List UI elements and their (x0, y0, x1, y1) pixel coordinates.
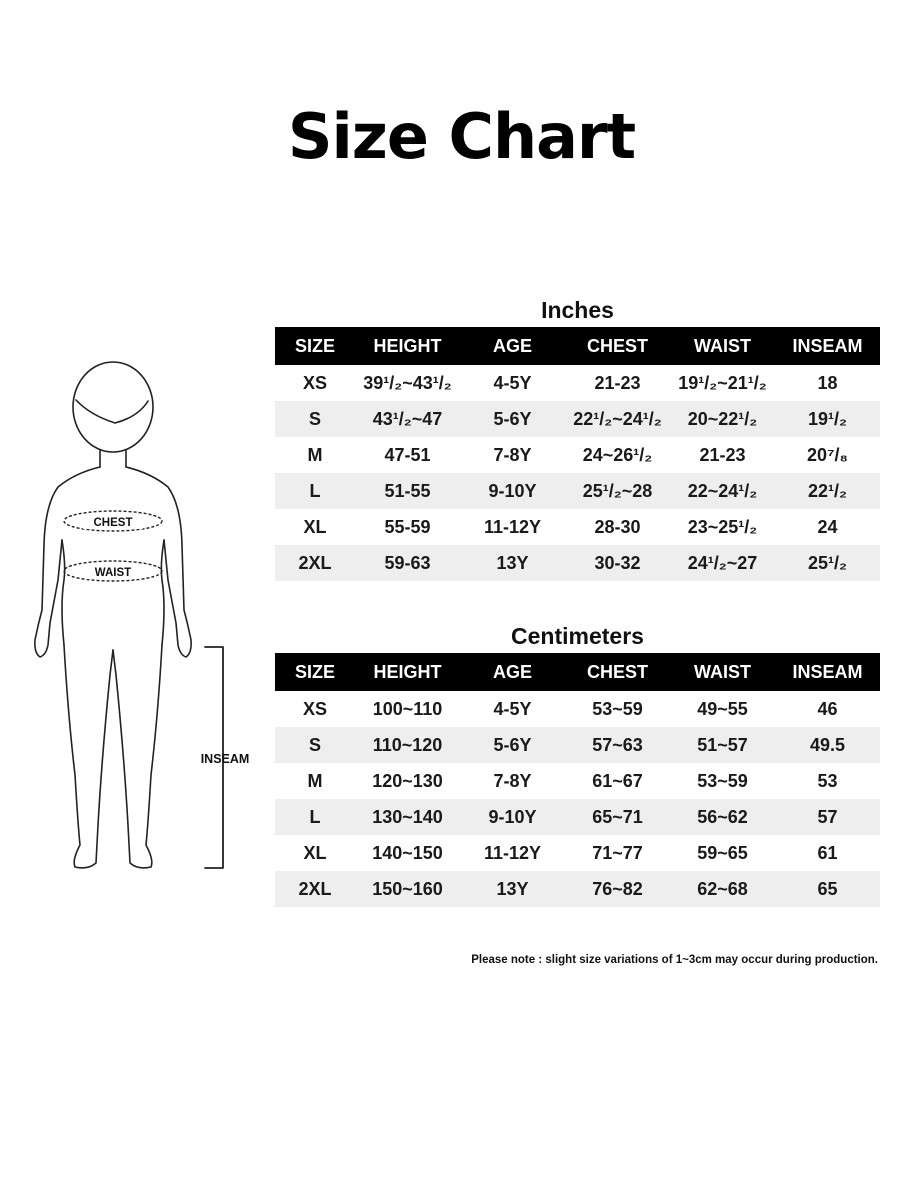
waist-label: WAIST (94, 567, 132, 579)
table-cell: 19¹/₂~21¹/₂ (678, 372, 767, 393)
table-cell: 46 (817, 698, 838, 719)
column-header-size: SIZE (275, 653, 355, 691)
table-cell: 2XL (275, 545, 355, 581)
table-cell: 4-5Y (493, 372, 532, 393)
table-cell: 25¹/₂~28 (565, 473, 670, 509)
table-cell: 39¹/₂~43¹/₂ (363, 372, 452, 393)
table-row (275, 545, 880, 581)
column-header-chest: CHEST (565, 653, 670, 691)
page-title: Size Chart (287, 100, 636, 173)
table-cell: L (275, 473, 355, 509)
table-cell: 110~120 (355, 727, 460, 763)
table-cell: 24~26¹/₂ (582, 444, 653, 465)
column-header-height: HEIGHT (355, 327, 460, 365)
table-cell: 5-6Y (460, 401, 565, 437)
inches-table-block (275, 293, 880, 581)
table-cell: 71~77 (592, 842, 643, 863)
table-cell: M (307, 770, 323, 791)
table-cell: 53 (817, 770, 838, 791)
table-cell: 7-8Y (493, 770, 532, 791)
table-cell: 9-10Y (460, 799, 565, 835)
table-cell: 24 (817, 516, 838, 537)
centimeters-size-table (275, 653, 880, 907)
table-cell: 25¹/₂ (775, 545, 880, 581)
table-cell: 51-55 (355, 473, 460, 509)
table-cell: 56~62 (670, 799, 775, 835)
table-row (275, 727, 880, 763)
table-header-row (275, 327, 880, 365)
table-row (275, 871, 880, 907)
table-cell: 61 (817, 842, 838, 863)
table-cell: 30-32 (565, 545, 670, 581)
table-cell: 7-8Y (493, 444, 532, 465)
table-cell: 5-6Y (460, 727, 565, 763)
body-measurement-figure (20, 355, 270, 885)
table-cell: 120~130 (372, 770, 443, 791)
table-cell: 59~65 (697, 842, 748, 863)
table-cell: 20~22¹/₂ (670, 401, 775, 437)
column-header-inseam: INSEAM (775, 327, 880, 365)
table-cell: 53~59 (592, 698, 643, 719)
inseam-label: INSEAM (200, 752, 250, 766)
table-row (275, 509, 880, 545)
table-cell: 19¹/₂ (775, 401, 880, 437)
table-cell: 11-12Y (483, 842, 542, 863)
inches-heading: Inches (541, 297, 614, 323)
table-row (275, 365, 880, 401)
table-cell: 11-12Y (483, 516, 542, 537)
table-row (275, 437, 880, 473)
table-cell: 21-23 (699, 444, 746, 465)
table-cell: 21-23 (594, 372, 641, 393)
table-row (275, 473, 880, 509)
table-cell: 53~59 (697, 770, 748, 791)
inches-size-table (275, 327, 880, 581)
table-cell: 9-10Y (460, 473, 565, 509)
table-cell: 13Y (460, 545, 565, 581)
centimeters-heading: Centimeters (511, 623, 644, 649)
column-header-age: AGE (460, 653, 565, 691)
table-cell: L (275, 799, 355, 835)
table-cell: 18 (817, 372, 838, 393)
table-cell: 76~82 (565, 871, 670, 907)
column-header-age: AGE (460, 327, 565, 365)
table-row (275, 691, 880, 727)
column-header-waist: WAIST (670, 327, 775, 365)
table-cell: S (275, 401, 355, 437)
table-cell: XS (302, 698, 327, 719)
column-header-inseam: INSEAM (775, 653, 880, 691)
column-header-height: HEIGHT (355, 653, 460, 691)
table-row (275, 799, 880, 835)
head-outline (73, 362, 153, 452)
table-row (275, 835, 880, 871)
table-cell: XL (303, 516, 327, 537)
table-cell: 23~25¹/₂ (687, 516, 758, 537)
centimeters-table-block (275, 619, 880, 907)
table-cell: 22¹/₂~24¹/₂ (565, 401, 670, 437)
table-cell: 57~63 (565, 727, 670, 763)
table-cell: 65~71 (565, 799, 670, 835)
table-cell: 51~57 (670, 727, 775, 763)
table-header-row (275, 653, 880, 691)
table-cell: XS (302, 372, 327, 393)
table-cell: 59-63 (355, 545, 460, 581)
table-cell: 43¹/₂~47 (355, 401, 460, 437)
table-cell: 22~24¹/₂ (670, 473, 775, 509)
table-cell: 13Y (460, 871, 565, 907)
table-cell: 28-30 (594, 516, 641, 537)
column-header-chest: CHEST (565, 327, 670, 365)
column-header-waist: WAIST (670, 653, 775, 691)
table-cell: 130~140 (355, 799, 460, 835)
table-cell: S (275, 727, 355, 763)
table-cell: 24¹/₂~27 (670, 545, 775, 581)
table-cell: 65 (775, 871, 880, 907)
table-cell: 55-59 (384, 516, 431, 537)
table-cell: 57 (775, 799, 880, 835)
production-note: Please note : slight size variations of 1~3cm may occur during production. (471, 954, 878, 966)
table-cell: M (307, 444, 323, 465)
table-cell: 47-51 (384, 444, 431, 465)
table-cell: 4-5Y (493, 698, 532, 719)
table-cell: XL (303, 842, 327, 863)
column-header-size: SIZE (275, 327, 355, 365)
table-cell: 62~68 (670, 871, 775, 907)
table-cell: 100~110 (372, 698, 443, 719)
table-cell: 49.5 (775, 727, 880, 763)
table-row (275, 401, 880, 437)
table-row (275, 763, 880, 799)
table-cell: 140~150 (372, 842, 443, 863)
table-cell: 2XL (275, 871, 355, 907)
table-cell: 20⁷/₈ (807, 444, 848, 465)
chest-label: CHEST (93, 517, 133, 529)
table-cell: 150~160 (355, 871, 460, 907)
table-cell: 22¹/₂ (775, 473, 880, 509)
table-cell: 49~55 (697, 698, 748, 719)
table-cell: 61~67 (592, 770, 643, 791)
